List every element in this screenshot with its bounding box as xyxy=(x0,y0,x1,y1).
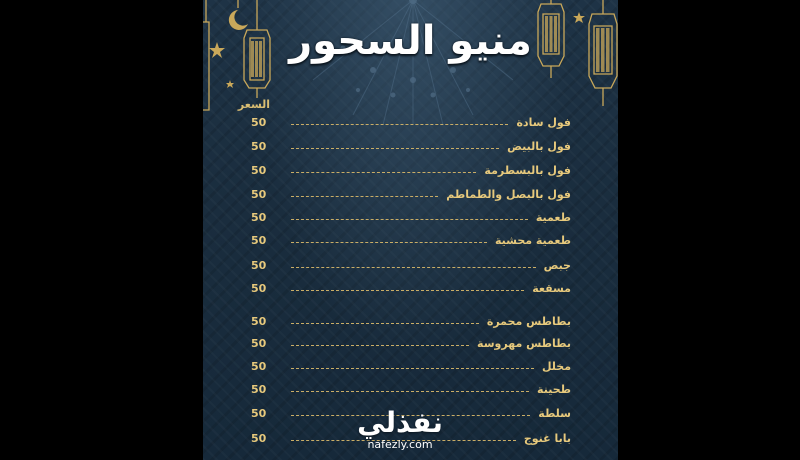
menu-item-price: 50 xyxy=(251,383,267,396)
dotted-leader xyxy=(291,290,524,291)
brand-logo: نفذلي xyxy=(357,406,443,439)
menu-item-price: 50 xyxy=(251,188,267,201)
menu-item xyxy=(203,360,618,376)
menu-item-name: فول بالبسطرمة xyxy=(484,164,571,177)
price-column-header: السعر xyxy=(237,98,271,111)
menu-item xyxy=(203,188,618,204)
menu-item xyxy=(203,337,618,353)
menu-item-name: بابا غنوج xyxy=(523,432,571,445)
menu-item-price: 50 xyxy=(251,234,267,247)
menu-item xyxy=(203,116,618,132)
dotted-leader xyxy=(291,345,469,346)
menu-item-price: 50 xyxy=(251,360,267,373)
dotted-leader xyxy=(291,148,499,149)
dotted-leader xyxy=(291,323,479,324)
menu-item-name: طحينة xyxy=(537,383,571,396)
menu-item-price: 50 xyxy=(251,315,267,328)
menu-item-name: طعمية xyxy=(535,211,571,224)
menu-item xyxy=(203,315,618,331)
menu-poster xyxy=(203,0,618,460)
menu-item xyxy=(203,259,618,275)
menu-item-price: 50 xyxy=(251,407,267,420)
dotted-leader xyxy=(291,196,438,197)
menu-item-price: 50 xyxy=(251,140,267,153)
menu-item-price: 50 xyxy=(251,282,267,295)
menu-item-name: بطاطس محمرة xyxy=(486,315,571,328)
menu-title: منيو السحور xyxy=(289,18,532,64)
brand-website: nafezly.com xyxy=(367,438,433,451)
dotted-leader xyxy=(291,267,536,268)
dotted-leader xyxy=(291,219,528,220)
menu-item-price: 50 xyxy=(251,337,267,350)
menu-item-price: 50 xyxy=(251,116,267,129)
menu-item-name: طعمية محشية xyxy=(494,234,571,247)
brand-watermark xyxy=(350,408,450,451)
menu-item xyxy=(203,164,618,180)
dotted-leader xyxy=(291,368,534,369)
menu-item-name: بطاطس مهروسة xyxy=(477,337,571,350)
menu-item-name: مخلل xyxy=(541,360,571,373)
menu-item xyxy=(203,282,618,298)
menu-item-name: سلطة xyxy=(538,407,571,420)
dotted-leader xyxy=(291,242,487,243)
menu-item-price: 50 xyxy=(251,164,267,177)
dotted-leader xyxy=(291,391,529,392)
menu-item xyxy=(203,211,618,227)
menu-item-price: 50 xyxy=(251,259,267,272)
menu-item-name: فول بالبيض xyxy=(507,140,571,153)
dotted-leader xyxy=(291,124,508,125)
dotted-leader xyxy=(291,172,476,173)
menu-item-price: 50 xyxy=(251,211,267,224)
menu-item xyxy=(203,234,618,250)
menu-item xyxy=(203,383,618,399)
menu-item-price: 50 xyxy=(251,432,267,445)
menu-item-name: فول بالبصل والطماطم xyxy=(446,188,571,201)
menu-item-name: جبص xyxy=(543,259,571,272)
menu-item-name: مسقعة xyxy=(532,282,571,295)
menu-item-name: فول سادة xyxy=(516,116,571,129)
menu-item xyxy=(203,140,618,156)
